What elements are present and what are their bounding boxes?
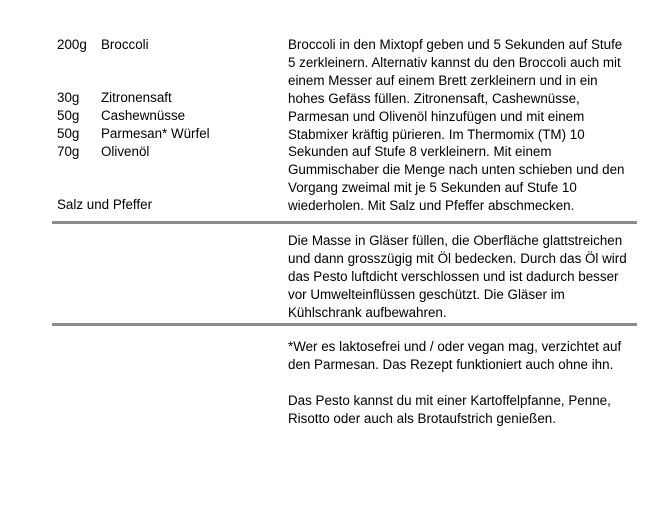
recipe-step-2 — [52, 232, 637, 320]
ingredient-name: Olivenöl — [101, 144, 150, 159]
section-divider — [52, 323, 637, 326]
recipe-notes — [52, 338, 637, 458]
instructions-step-2 — [288, 232, 633, 322]
ingredient-quantity: 70g — [57, 144, 80, 159]
instructions-step-1 — [288, 36, 633, 215]
instruction-text: Broccoli in den Mixtopf geben und 5 Sekunden auf Stufe 5 zerkleinern. Alternativ kannst du den Broccoli auch mit einem Messer auf einem Brett zerkleinern und in ein hohes Gefäss füllen. Zitronensaft, Cashewnüsse, Parmesan und Olivenöl hinzufügen und mit einem Stabmixer kräftig pürieren. Im Thermomix (TM) 10 Sekunden auf Stufe 8 verkleinern. Mit einem Gummischaber die Menge nach unten schieben und den Vorgang zweimal mit je 5 Sekunden auf Stufe 10 wiederholen. Mit Salz und Pfeffer abschmecken. — [288, 37, 625, 214]
ingredient-quantity: 200g — [57, 37, 87, 52]
dietary-note: *Wer es laktosefrei und / oder vegan mag, verzichtet auf den Parmesan. Das Rezept funktioniert auch ohne ihn. — [288, 339, 622, 372]
serving-suggestion: Das Pesto kannst du mit einer Kartoffelpfanne, Penne, Risotto oder auch als Brotaufstrich genießen. — [288, 392, 611, 426]
notes-column — [288, 338, 633, 428]
ingredient-quantity: 50g — [57, 108, 80, 123]
section-divider — [52, 221, 637, 224]
ingredient-quantity: 50g — [57, 126, 80, 141]
ingredient-name: Broccoli — [101, 37, 149, 52]
instruction-text: Die Masse in Gläser füllen, die Oberfläche glattstreichen und dann grosszügig mit Öl bedecken. Durch das Öl wird das Pesto luftdicht verschlossen und ist dadurch besser vor Umwelteinflüssen geschützt. Die Gläser im Kühlschrank aufbewahren. — [288, 233, 627, 320]
ingredient-name: Parmesan* Würfel — [101, 126, 210, 141]
recipe-step-1 — [52, 36, 637, 216]
ingredient-name: Cashewnüsse — [101, 108, 186, 123]
ingredient-name: Zitronensaft — [101, 90, 172, 105]
seasoning-text: Salz und Pfeffer — [57, 197, 153, 212]
ingredient-quantity: 30g — [57, 90, 80, 105]
